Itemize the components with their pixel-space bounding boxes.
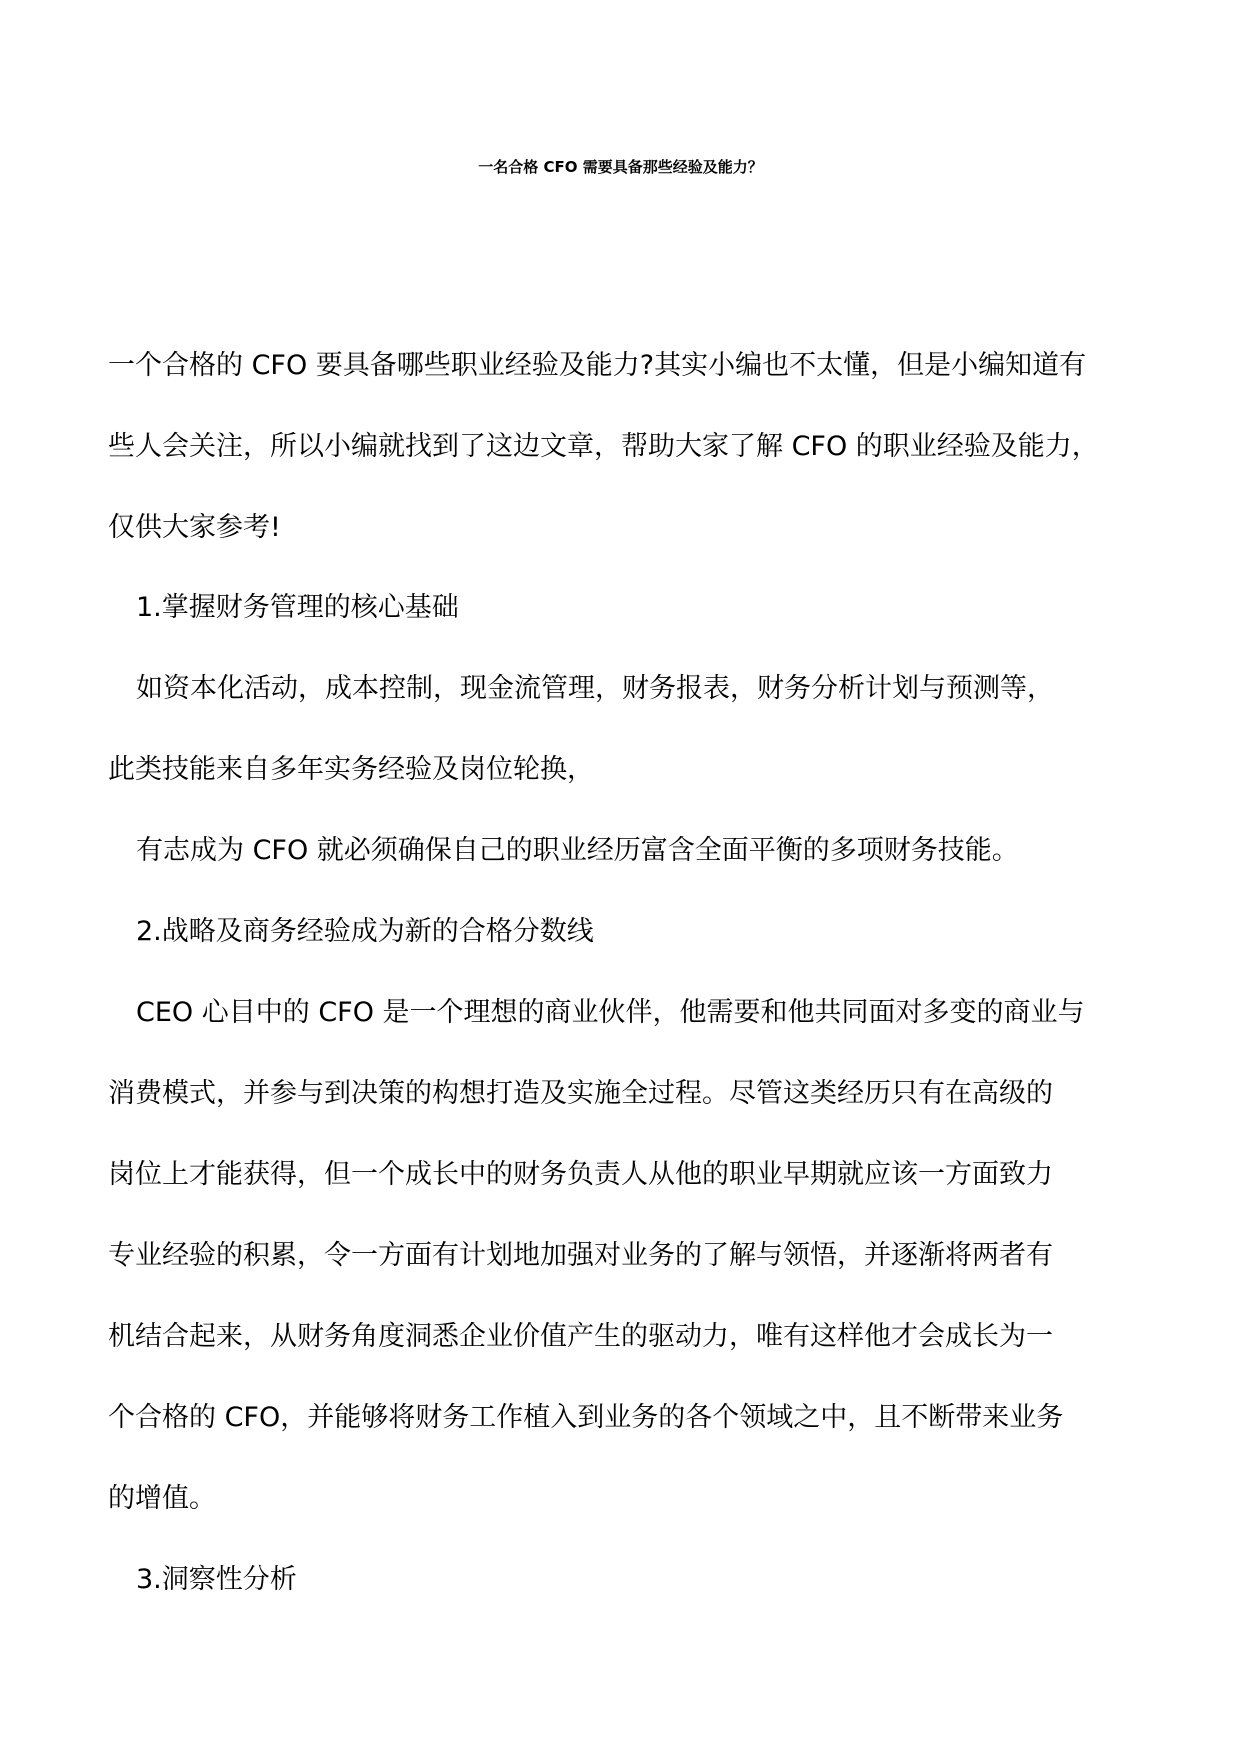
section-1-heading: 1.掌握财务管理的核心基础: [136, 592, 459, 623]
intro-line-1: 一个合格的 CFO 要具备哪些职业经验及能力?其实小编也不太懂，但是小编知道有: [108, 350, 1087, 381]
section-1-line-2: 此类技能来自多年实务经验及岗位轮换，: [108, 754, 594, 785]
section-1-line-3: 有志成为 CFO 就必须确保自己的职业经历富含全面平衡的多项财务技能。: [136, 835, 1019, 866]
section-2-line-3: 岗位上才能获得，但一个成长中的财务负责人从他的职业早期就应该一方面致力: [108, 1159, 1053, 1190]
intro-line-3: 仅供大家参考!: [108, 512, 281, 543]
section-1-line-1: 如资本化活动，成本控制，现金流管理，财务报表，财务分析计划与预测等，: [136, 673, 1054, 704]
section-2-line-6: 个合格的 CFO，并能够将财务工作植入到业务的各个领域之中，且不断带来业务: [108, 1402, 1064, 1433]
section-2-heading: 2.战略及商务经验成为新的合格分数线: [136, 916, 594, 947]
section-2-line-4: 专业经验的积累，令一方面有计划地加强对业务的了解与领悟，并逐渐将两者有: [108, 1240, 1053, 1271]
document-title: 一名合格 CFO 需要具备那些经验及能力？: [478, 158, 763, 176]
section-2-line-1: CEO 心目中的 CFO 是一个理想的商业伙伴，他需要和他共同面对多变的商业与: [136, 997, 1085, 1028]
intro-line-2: 些人会关注，所以小编就找到了这边文章，帮助大家了解 CFO 的职业经验及能力，: [108, 431, 1099, 462]
section-3-heading: 3.洞察性分析: [136, 1564, 297, 1595]
section-2-line-5: 机结合起来，从财务角度洞悉企业价值产生的驱动力，唯有这样他才会成长为一: [108, 1321, 1053, 1352]
section-2-line-2: 消费模式，并参与到决策的构想打造及实施全过程。尽管这类经历只有在高级的: [108, 1078, 1053, 1109]
section-2-line-7: 的增值。: [108, 1483, 216, 1514]
